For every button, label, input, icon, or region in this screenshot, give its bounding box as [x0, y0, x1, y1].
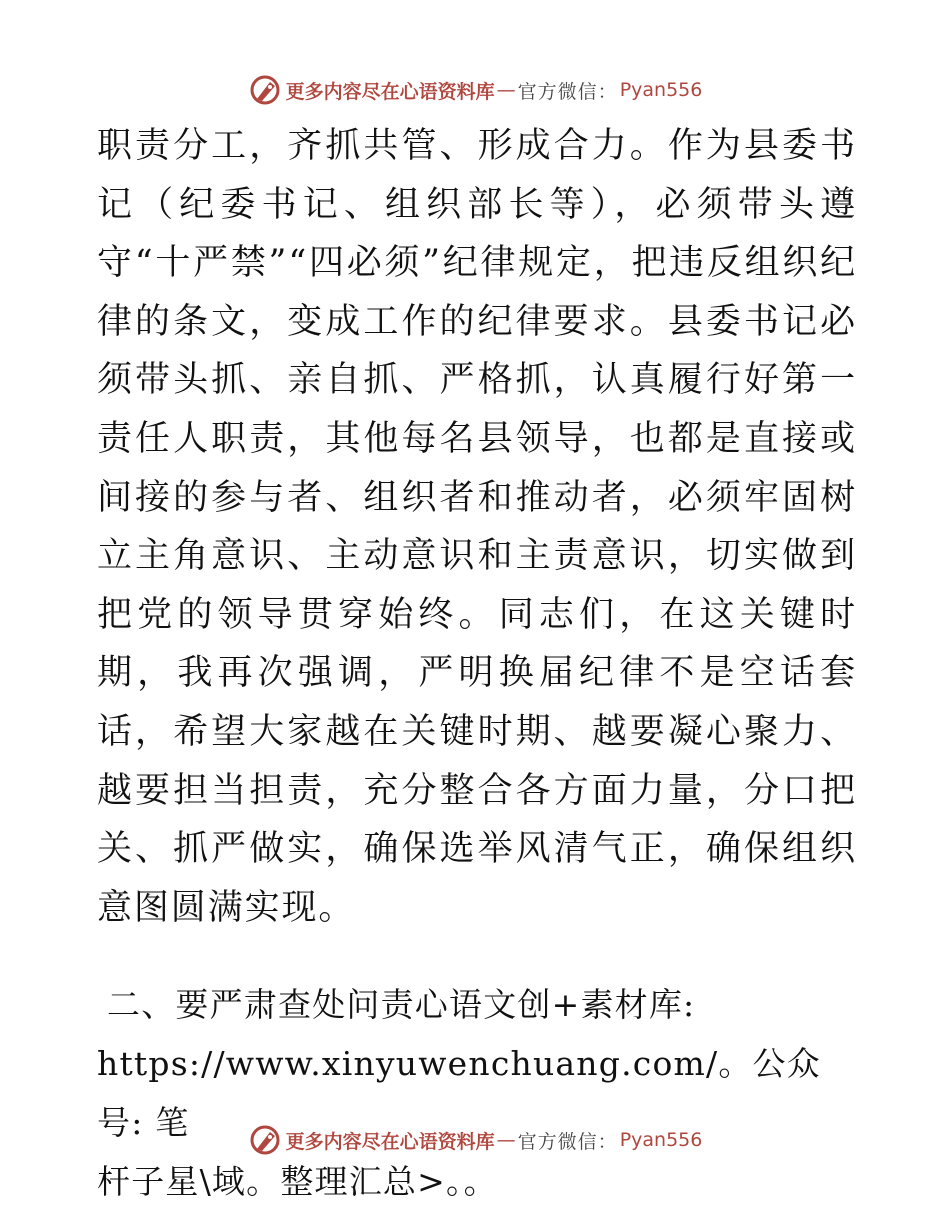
section-heading [97, 975, 857, 1211]
pen-nib-logo-icon [248, 73, 282, 107]
body-paragraph: 职责分工，齐抓共管、形成合力。作为县委书记（纪委书记、组织部长等），必须带头遵守“十严禁”“四必须”纪律规定，把违反组织纪律的条文，变成工作的纪律要求。县委书记必须带头抓、亲自抓、严格抓，认真履行好第一责任人职责，其他每名县领导，也都是直接或间接的参与者、组织者和推动者，必须牢固树立主角意识、主动意识和主责意识，切实做到把党的领导贯穿始终。同志们，在这关键时期，我再次强调，严明换届纪律不是空话套话，希望大家越在关键时期、越要凝心聚力、越要担当担责，充分整合各方面力量，分口把关、抓严做实，确保选举风清气正，确保组织意图圆满实现。 [97, 126, 857, 928]
header-watermark-banner [0, 70, 950, 110]
pen-nib-logo-icon [248, 1123, 282, 1157]
footer-watermark-banner [0, 1120, 950, 1160]
document-body [97, 117, 857, 1211]
banner-text: 更多内容尽在心语资料库 [285, 80, 495, 103]
banner-dash: — [496, 1129, 516, 1151]
banner-label: 官方微信： [517, 80, 618, 103]
tail-line: 杆子星\域。整理汇总>。。 [97, 1162, 498, 1202]
banner-wechat-id: Pyan556 [619, 1129, 703, 1151]
banner-label: 官方微信： [517, 1130, 618, 1153]
url-line: https://www.xinyuwenchuang.com/。公众号: 笔 [97, 1044, 821, 1143]
banner-text: 更多内容尽在心语资料库 [285, 1130, 495, 1153]
banner-wechat-id: Pyan556 [619, 79, 703, 101]
banner-dash: — [496, 79, 516, 101]
section-heading-text: 二、要严肃查处问责心语文创+素材库: [107, 985, 696, 1025]
